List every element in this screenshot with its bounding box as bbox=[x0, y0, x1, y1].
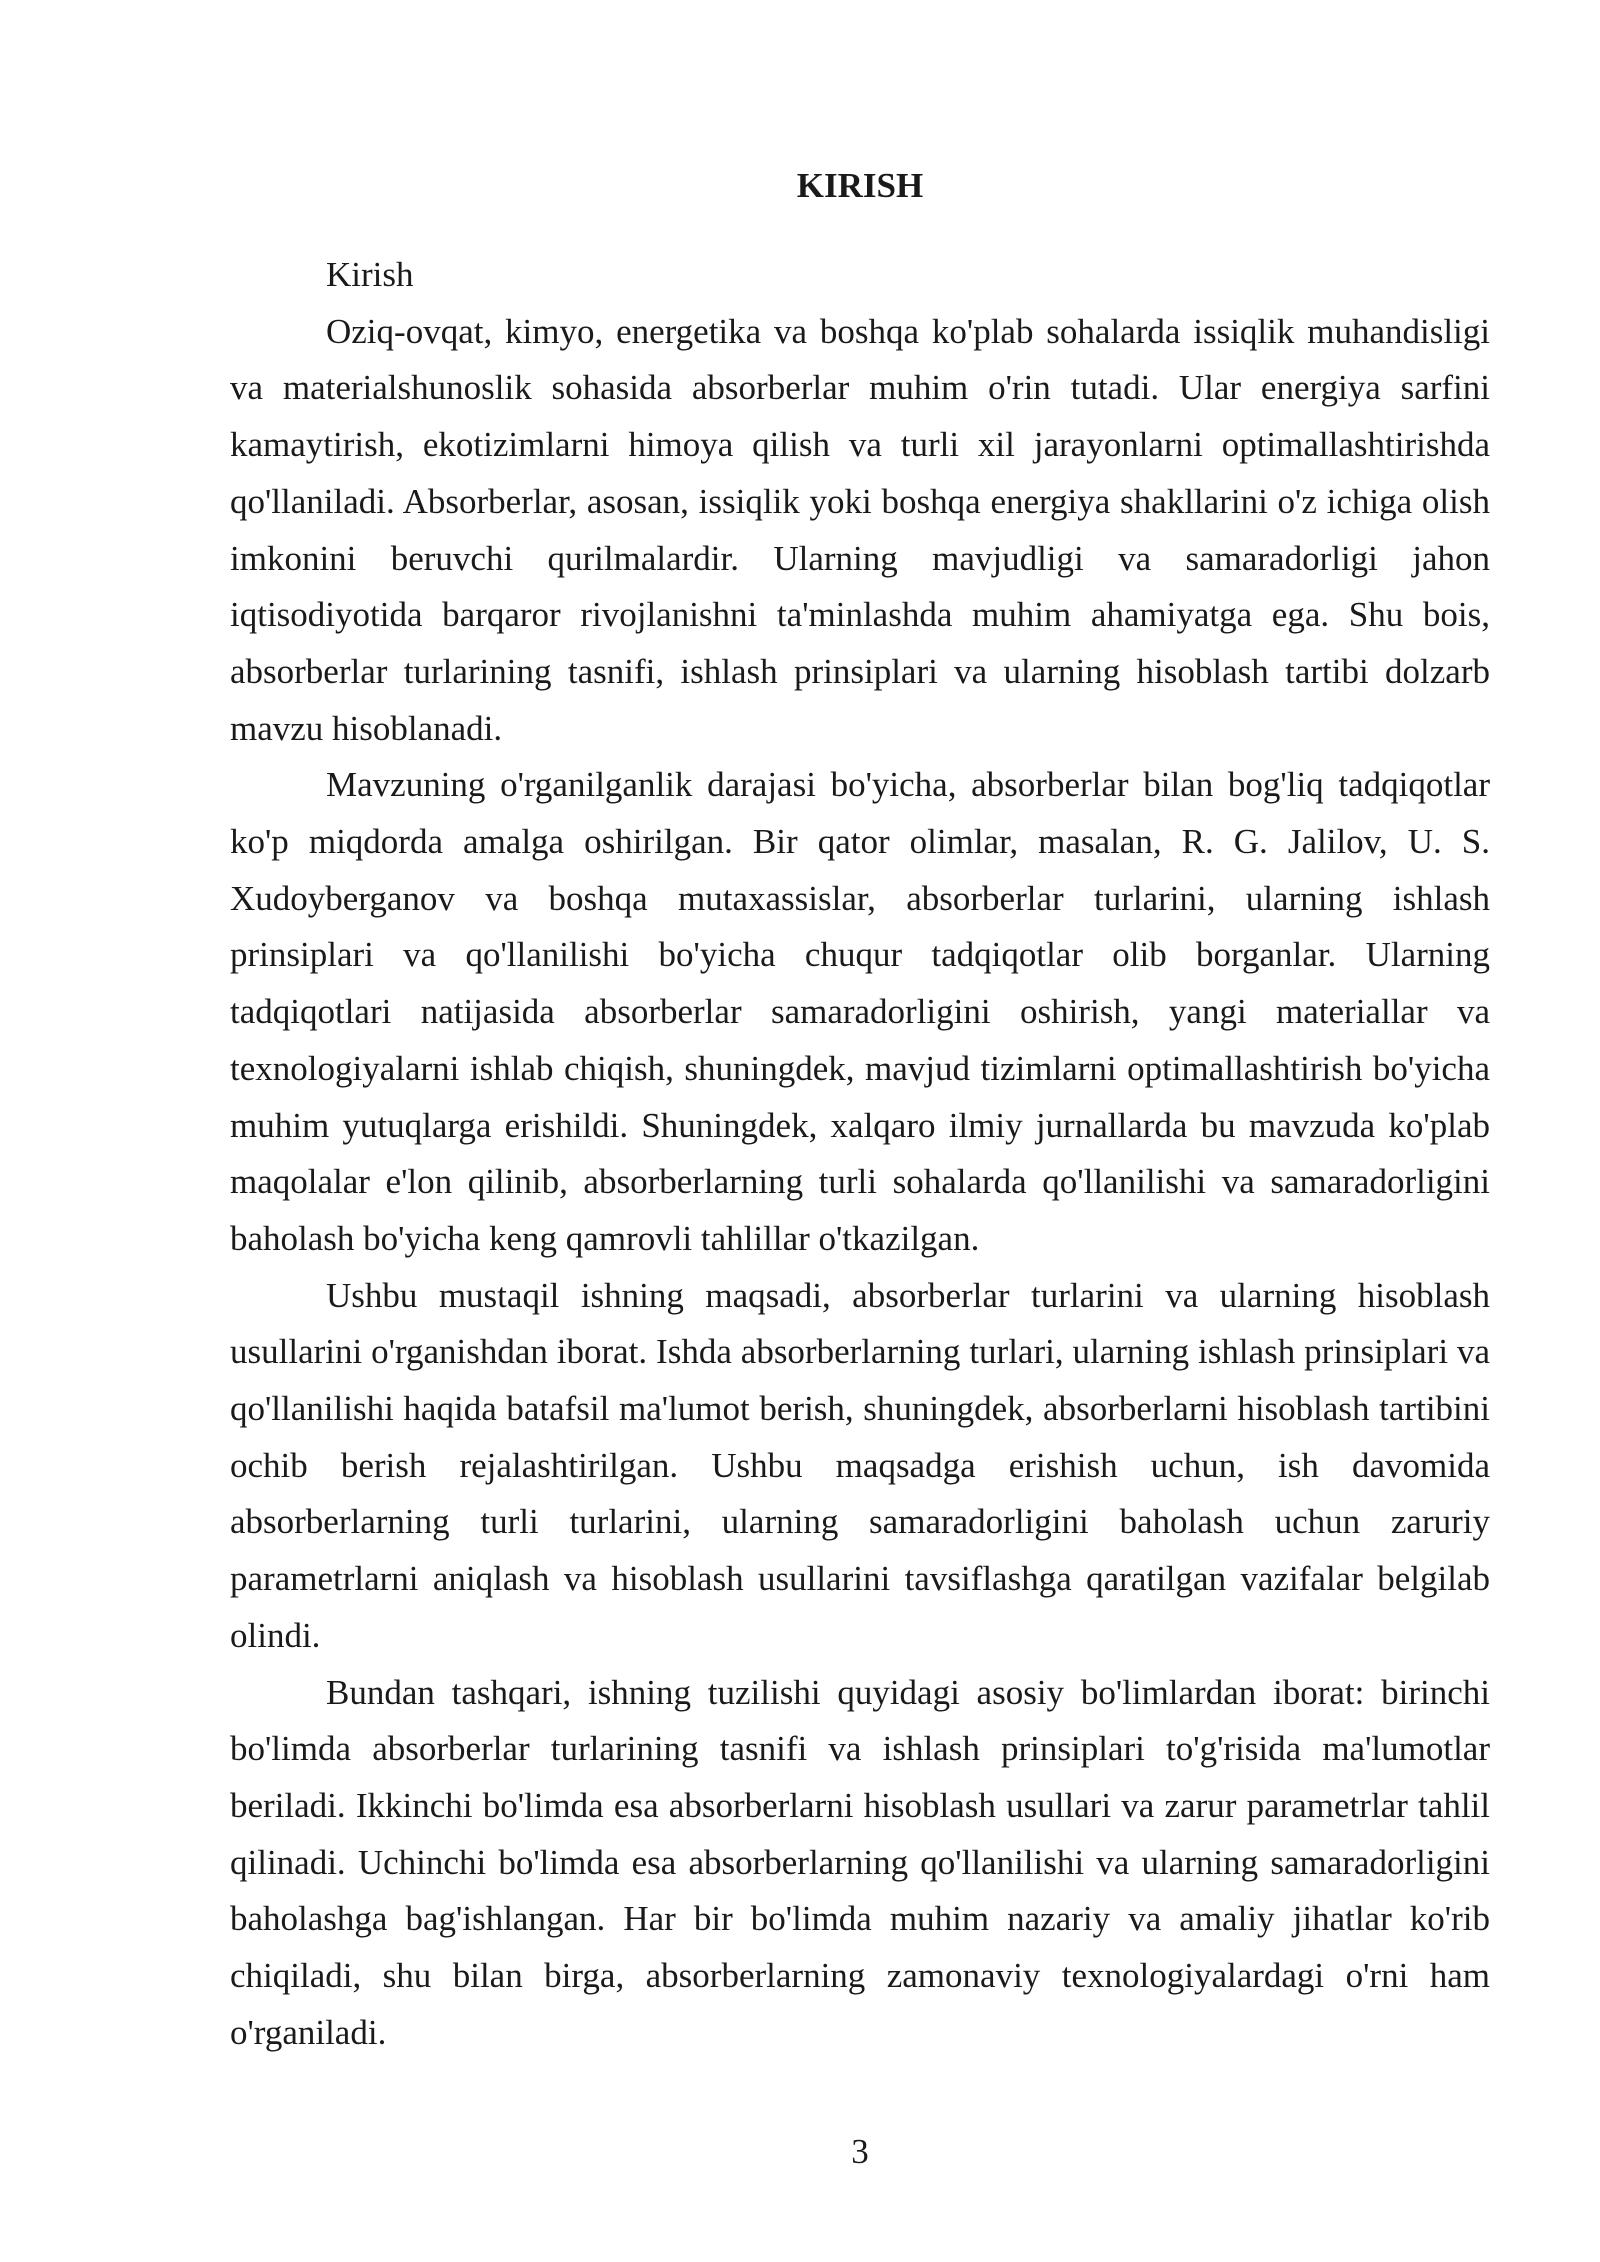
paragraph-3: Ushbu mustaqil ishning maqsadi, absorberlar turlarini va ularning hisoblash usullarini o'rganishdan iborat. Ishda absorberlarning turlari, ularning ishlash prinsiplari va qo'llanilishi haqida batafsil ma'lumot berish, shuningdek, absorberlarni hisoblash tartibini ochib berish rejalashtirilgan. Ushbu maqsadga erishish uchun, ish davomida absorberlarning turli turlarini, ularning samaradorligini baholash uchun zaruriy parametrlarni aniqlash va hisoblash usullarini tavsiflashga qaratilgan vazifalar belgilab olindi. bbox=[230, 1275, 1490, 1655]
paragraph-1: Oziq-ovqat, kimyo, energetika va boshqa ko'plab sohalarda issiqlik muhandisligi va materialshunoslik sohasida absorberlar muhim o'rin tutadi. Ular energiya sarfini kamaytirish, ekotizimlarni himoya qilish va turli xil jarayonlarni optimallashtirishda qo'llaniladi. Absorberlar, asosan, issiqlik yoki boshqa energiya shakllarini o'z ichiga olish imkonini beruvchi qurilmalardir. Ularning mavjudligi va samaradorligi jahon iqtisodiyotida barqaror rivojlanishni ta'minlashda muhim ahamiyatga ega. Shu bois, absorberlar turlarining tasnifi, ishlash prinsiplari va ularning hisoblash tartibi dolzarb mavzu hisoblanadi. bbox=[230, 311, 1490, 748]
document-body bbox=[230, 247, 1490, 2062]
paragraph-2: Mavzuning o'rganilganlik darajasi bo'yicha, absorberlar bilan bog'liq tadqiqotlar ko'p miqdorda amalga oshirilgan. Bir qator olimlar, masalan, R. G. Jalilov, U. S. Xudoyberganov va boshqa mutaxassislar, absorberlar turlarini, ularning ishlash prinsiplari va qo'llanilishi bo'yicha chuqur tadqiqotlar olib borganlar. Ularning tadqiqotlari natijasida absorberlar samaradorligini oshirish, yangi materiallar va texnologiyalarni ishlab chiqish, shuningdek, mavjud tizimlarni optimallashtirish bo'yicha muhim yutuqlarga erishildi. Shuningdek, xalqaro ilmiy jurnallarda bu mavzuda ko'plab maqolalar e'lon qilinib, absorberlarning turli sohalarda qo'llanilishi va samaradorligini baholash bo'yicha keng qamrovli tahlillar o'tkazilgan. bbox=[230, 765, 1490, 1258]
section-subtitle: Kirish bbox=[326, 255, 414, 294]
page-title: KIRISH bbox=[796, 166, 924, 205]
page-number: 3 bbox=[851, 2132, 869, 2171]
paragraph-4: Bundan tashqari, ishning tuzilishi quyidagi asosiy bo'limlardan iborat: birinchi bo'limda absorberlar turlarining tasnifi va ishlash prinsiplari to'g'risida ma'lumotlar beriladi. Ikkinchi bo'limda esa absorberlarni hisoblash usullari va zarur parametrlar tahlil qilinadi. Uchinchi bo'limda esa absorberlarning qo'llanilishi va ularning samaradorligini baholashga bag'ishlangan. Har bir bo'limda muhim nazariy va amaliy jihatlar ko'rib chiqiladi, shu bilan birga, absorberlarning zamonaviy texnologiyalardagi o'rni ham o'rganiladi. bbox=[230, 1672, 1490, 2052]
